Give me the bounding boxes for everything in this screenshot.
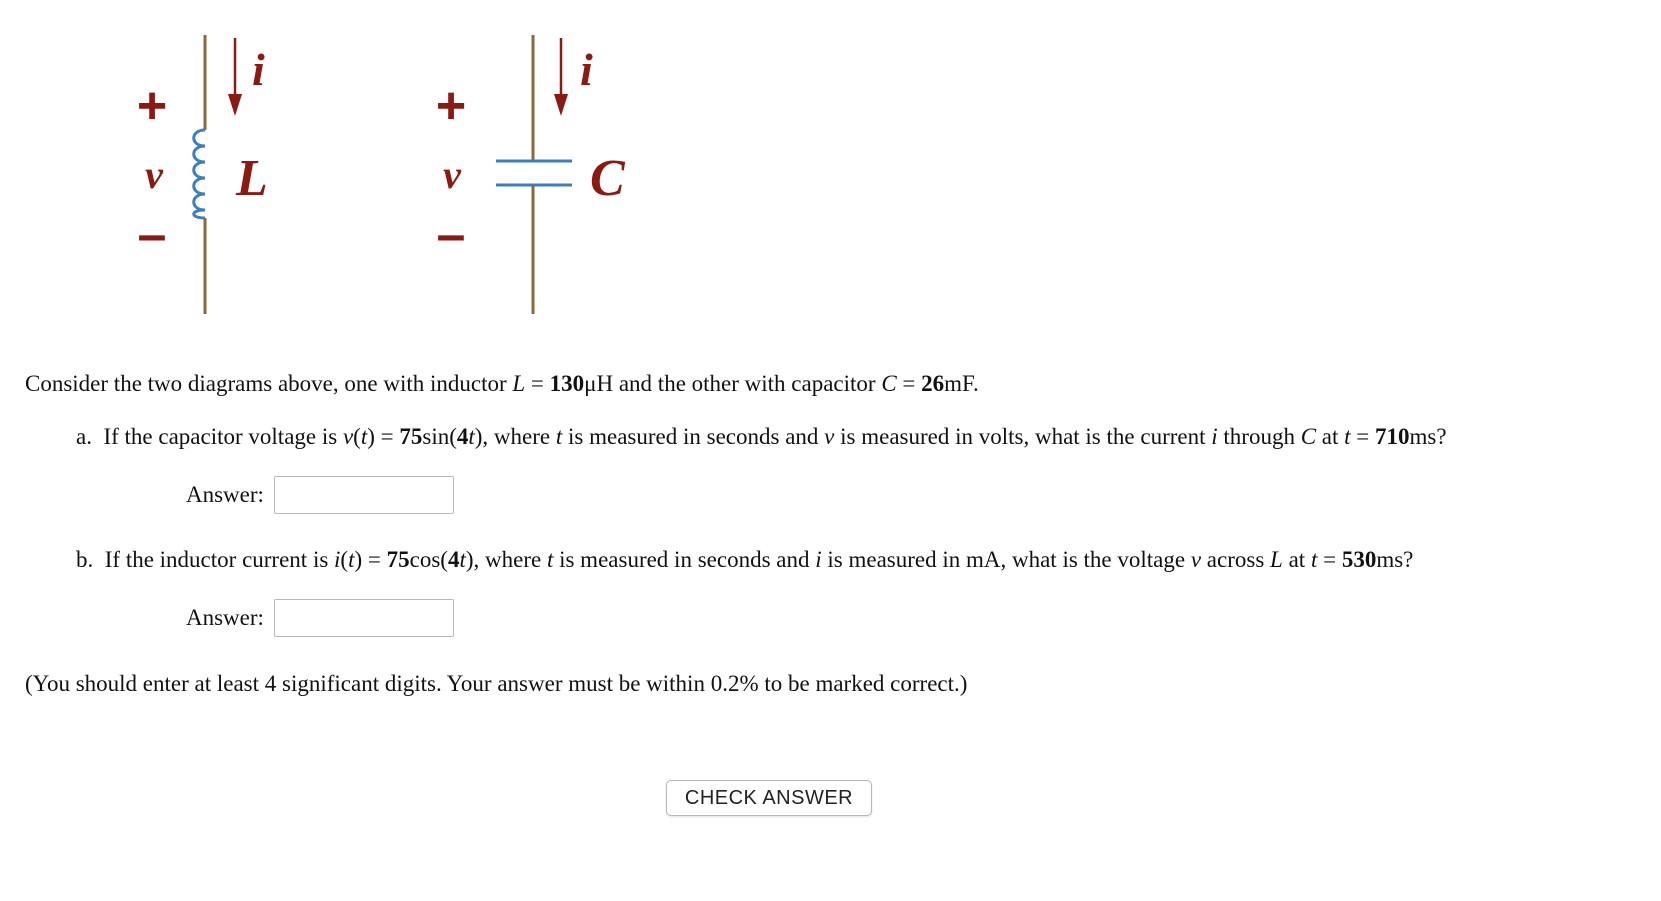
qa-text-7: = — [1350, 424, 1376, 449]
capacitor-plus-sign: + — [435, 77, 467, 135]
inductor-current-arrow-head — [228, 94, 242, 116]
qb-omega: 4 — [447, 547, 460, 572]
answer-row-b — [186, 599, 454, 637]
intro-inductor-symbol: L — [512, 371, 526, 396]
intro-capacitance-unit: mF. — [944, 371, 979, 396]
qa-paren-close: ) = — [367, 424, 400, 449]
inductor-symbol-label: L — [236, 150, 268, 207]
problem-intro — [25, 370, 979, 398]
answer-a-label: Answer: — [186, 482, 264, 507]
qb-text-1: If the inductor current is — [104, 547, 335, 572]
qb-var-i: i — [815, 547, 822, 572]
qb-amplitude: 75 — [386, 547, 410, 572]
inductor-voltage-label: v — [145, 152, 163, 197]
qa-text-5: through — [1217, 424, 1301, 449]
qb-var-l: L — [1270, 547, 1283, 572]
qa-text-3: is measured in seconds and — [562, 424, 825, 449]
qa-var-t4: t — [1344, 424, 1351, 449]
intro-equals-2: = — [896, 371, 922, 396]
qa-time-unit: ms? — [1409, 424, 1447, 449]
answer-b-input[interactable] — [274, 599, 454, 637]
question-b — [76, 546, 1413, 574]
qa-var-t3: t — [555, 424, 563, 449]
qb-time-value: 530 — [1341, 547, 1377, 572]
capacitance-value: 26 — [921, 371, 945, 396]
qa-func: v — [342, 424, 354, 449]
qa-omega: 4 — [456, 424, 469, 449]
intro-prefix: Consider the two diagrams above, one with inductor — [25, 371, 513, 396]
qb-var-t2: t — [459, 547, 466, 572]
intro-capacitor-symbol: C — [881, 371, 897, 396]
inductor-coil — [194, 130, 205, 218]
qb-text-6: at — [1282, 547, 1311, 572]
qa-text-6: at — [1316, 424, 1345, 449]
qb-var-t3: t — [546, 547, 554, 572]
qa-text-2: ), where — [474, 424, 556, 449]
capacitor-diagram — [436, 35, 626, 314]
inductor-minus-sign: – — [137, 206, 167, 264]
qa-text-1: If the capacitor voltage is — [103, 424, 343, 449]
qa-var-v: v — [824, 424, 835, 449]
capacitor-minus-sign: – — [436, 206, 466, 264]
circuit-diagrams — [0, 0, 700, 330]
qa-paren-open: ( — [353, 424, 361, 449]
qb-text-2: ), where — [465, 547, 547, 572]
qa-var-t: t — [360, 424, 368, 449]
inductor-diagram — [137, 35, 268, 314]
intro-inductance-unit: μH and the other with capacitor — [584, 371, 882, 396]
qb-text-3: is measured in seconds and — [553, 547, 816, 572]
qb-var-t: t — [348, 547, 355, 572]
question-a-marker: a. — [76, 424, 92, 449]
inductor-current-label: i — [252, 44, 265, 95]
qb-text-4: is measured in mA, what is the voltage — [821, 547, 1191, 572]
qb-paren-open: ( — [340, 547, 349, 572]
inductor-plus-sign: + — [136, 77, 168, 135]
answer-a-input[interactable] — [274, 476, 454, 514]
qa-text-4: is measured in volts, what is the current — [834, 424, 1212, 449]
capacitor-current-arrow-head — [554, 94, 568, 116]
qa-trig: sin( — [422, 424, 457, 449]
qb-var-t4: t — [1310, 547, 1318, 572]
question-a — [76, 423, 1447, 451]
qb-text-7: = — [1317, 547, 1342, 572]
qa-var-c: C — [1300, 424, 1317, 449]
qb-paren-close: ) = — [354, 547, 387, 572]
qb-func: i — [334, 547, 341, 572]
qb-var-v: v — [1190, 547, 1202, 572]
qa-var-t2: t — [468, 424, 475, 449]
capacitor-symbol-label: C — [590, 150, 625, 207]
qb-time-unit: ms? — [1376, 547, 1414, 572]
qa-var-i: i — [1211, 424, 1218, 449]
capacitor-current-label: i — [580, 44, 593, 95]
qb-text-5: across — [1201, 547, 1271, 572]
answer-b-label: Answer: — [186, 605, 264, 630]
answer-row-a — [186, 476, 454, 514]
precision-note: (You should enter at least 4 significant digits. Your answer must be within 0.2% to be marked correct.) — [25, 671, 968, 696]
qa-amplitude: 75 — [399, 424, 423, 449]
inductance-value: 130 — [549, 371, 585, 396]
check-answer-button[interactable]: CHECK ANSWER — [666, 780, 872, 816]
intro-equals-1: = — [525, 371, 550, 396]
qb-trig: cos( — [409, 547, 448, 572]
question-b-marker: b. — [76, 547, 94, 572]
capacitor-voltage-label: v — [443, 152, 461, 197]
qa-time-value: 710 — [1375, 424, 1410, 449]
